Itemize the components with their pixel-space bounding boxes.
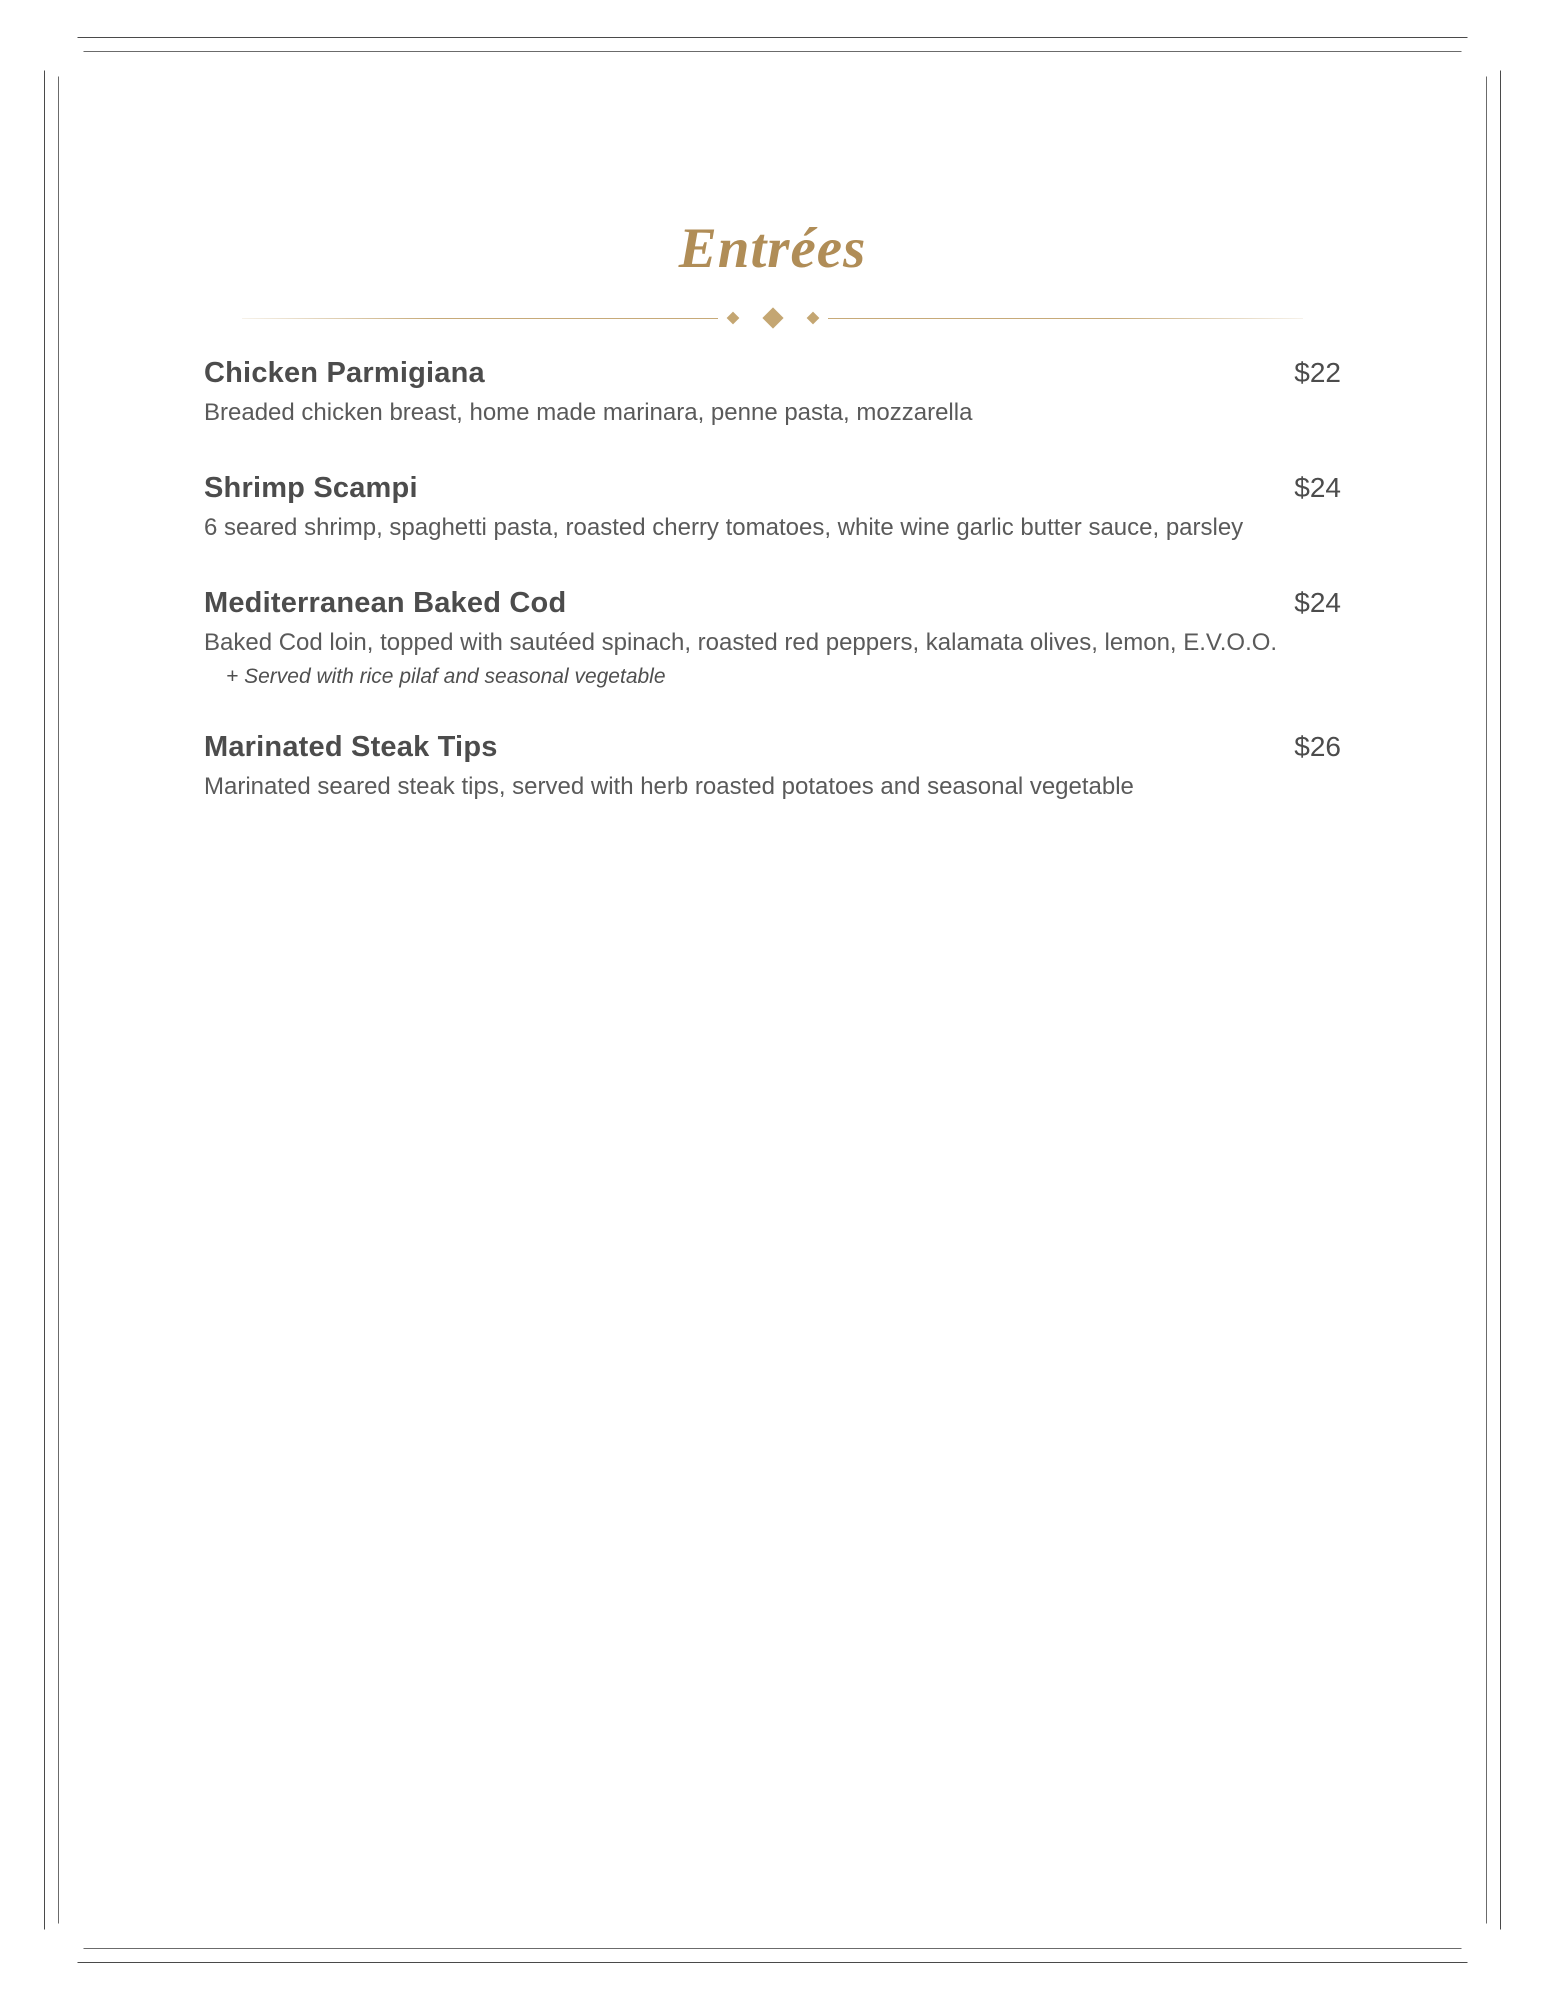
menu-item	[204, 731, 1341, 804]
menu-item-description: 6 seared shrimp, spaghetti pasta, roasted cherry tomatoes, white wine garlic butter sauce, parsley	[204, 513, 1244, 541]
menu-item-price: $24	[1294, 586, 1341, 618]
ornamental-divider	[204, 305, 1341, 331]
dot-leader	[508, 755, 1285, 756]
menu-item-description: Marinated seared steak tips, served with herb roasted potatoes and seasonal vegetable	[204, 772, 1134, 800]
menu-item-description: Breaded chicken breast, home made marinara, penne pasta, mozzarella	[204, 398, 973, 426]
menu-item-price: $22	[1294, 356, 1341, 388]
menu-item-description: Baked Cod loin, topped with sautéed spinach, roasted red peppers, kalamata olives, lemon, E.V.O.O.	[204, 628, 1278, 656]
menu-item-name: Marinated Steak Tips	[204, 730, 498, 763]
menu-item-header	[204, 587, 1341, 620]
menu-item-name: Chicken Parmigiana	[204, 356, 485, 389]
menu-item	[204, 357, 1341, 430]
dot-leader	[495, 381, 1284, 382]
menu-item-header	[204, 731, 1341, 764]
menu-item-price: $24	[1294, 471, 1341, 503]
dot-leader	[428, 496, 1285, 497]
menu-item-note: + Served with rice pilaf and seasonal vegetable	[226, 664, 666, 688]
menu-item-name: Shrimp Scampi	[204, 471, 418, 504]
menu-item	[204, 587, 1341, 689]
page-title: Entrées	[678, 217, 867, 280]
menu-item	[204, 472, 1341, 545]
menu-item-header	[204, 472, 1341, 505]
menu-item-name: Mediterranean Baked Cod	[204, 586, 567, 619]
diamond-icon-center	[762, 307, 783, 328]
menu-item-list	[204, 357, 1341, 804]
dot-leader	[576, 611, 1284, 612]
menu-item-header	[204, 357, 1341, 390]
menu-item-price: $26	[1294, 730, 1341, 762]
menu-content	[204, 218, 1341, 846]
